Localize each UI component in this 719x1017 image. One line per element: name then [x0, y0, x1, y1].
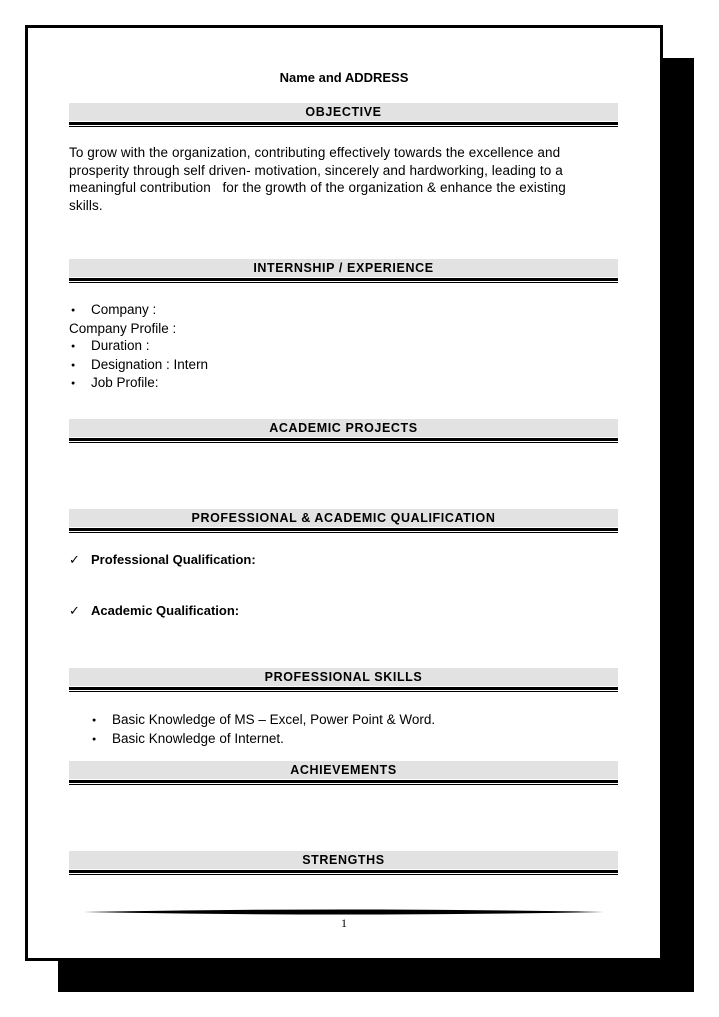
page-number: 1 [341, 916, 347, 930]
objective-text [69, 144, 609, 214]
checkmark-icon: ✓ [69, 603, 80, 618]
footer-divider [83, 908, 604, 916]
resume-page [25, 25, 663, 961]
list-item [69, 301, 208, 320]
skills-list [90, 711, 435, 749]
duration-label: Duration : [91, 338, 150, 353]
list-item [69, 337, 208, 356]
academic-qualification [69, 603, 239, 619]
bullet-icon [69, 337, 91, 356]
academic-qualification-label: Academic Qualification: [91, 603, 240, 618]
experience-heading: INTERNSHIP / EXPERIENCE [69, 259, 618, 277]
professional-qualification-label: Professional Qualification: [91, 552, 256, 567]
list-item [69, 356, 208, 375]
bullet-icon [90, 730, 112, 749]
page-shadow-bottom [58, 959, 694, 992]
strengths-heading: STRENGTHS [69, 851, 618, 869]
bullet-icon [69, 356, 91, 375]
document-title: Name and ADDRESS [279, 70, 409, 85]
bullet-icon [90, 711, 112, 730]
list-item [90, 730, 435, 749]
objective-line: prosperity through self driven- motivation, sincerely and hardworking, leading to a [69, 162, 563, 178]
bullet-icon [69, 301, 91, 320]
job-profile-label: Job Profile: [91, 375, 159, 390]
objective-line: meaningful contribution for the growth of the organization & enhance the existing [69, 180, 566, 195]
achievements-heading: ACHIEVEMENTS [69, 761, 618, 779]
objective-heading: OBJECTIVE [69, 103, 618, 121]
bullet-icon [69, 374, 91, 393]
designation-label: Designation : Intern [91, 356, 209, 372]
projects-heading: ACADEMIC PROJECTS [69, 419, 618, 437]
qualification-heading: PROFESSIONAL & ACADEMIC QUALIFICATION [69, 509, 618, 527]
skill-text: Basic Knowledge of MS – Excel, Power Point & Word. [112, 712, 436, 727]
experience-list [69, 301, 208, 393]
skill-text: Basic Knowledge of Internet. [112, 731, 284, 746]
professional-qualification [69, 552, 256, 568]
company-profile-label: Company Profile : [69, 320, 177, 336]
checkmark-icon: ✓ [69, 552, 80, 567]
objective-line: To grow with the organization, contributing effectively towards the excellence and [69, 145, 561, 160]
page-shadow-right [661, 58, 694, 992]
list-item [90, 711, 435, 730]
skills-heading: PROFESSIONAL SKILLS [69, 668, 618, 686]
list-item [69, 320, 208, 338]
objective-line: skills. [69, 197, 103, 213]
company-label: Company : [91, 302, 157, 317]
list-item [69, 374, 208, 393]
